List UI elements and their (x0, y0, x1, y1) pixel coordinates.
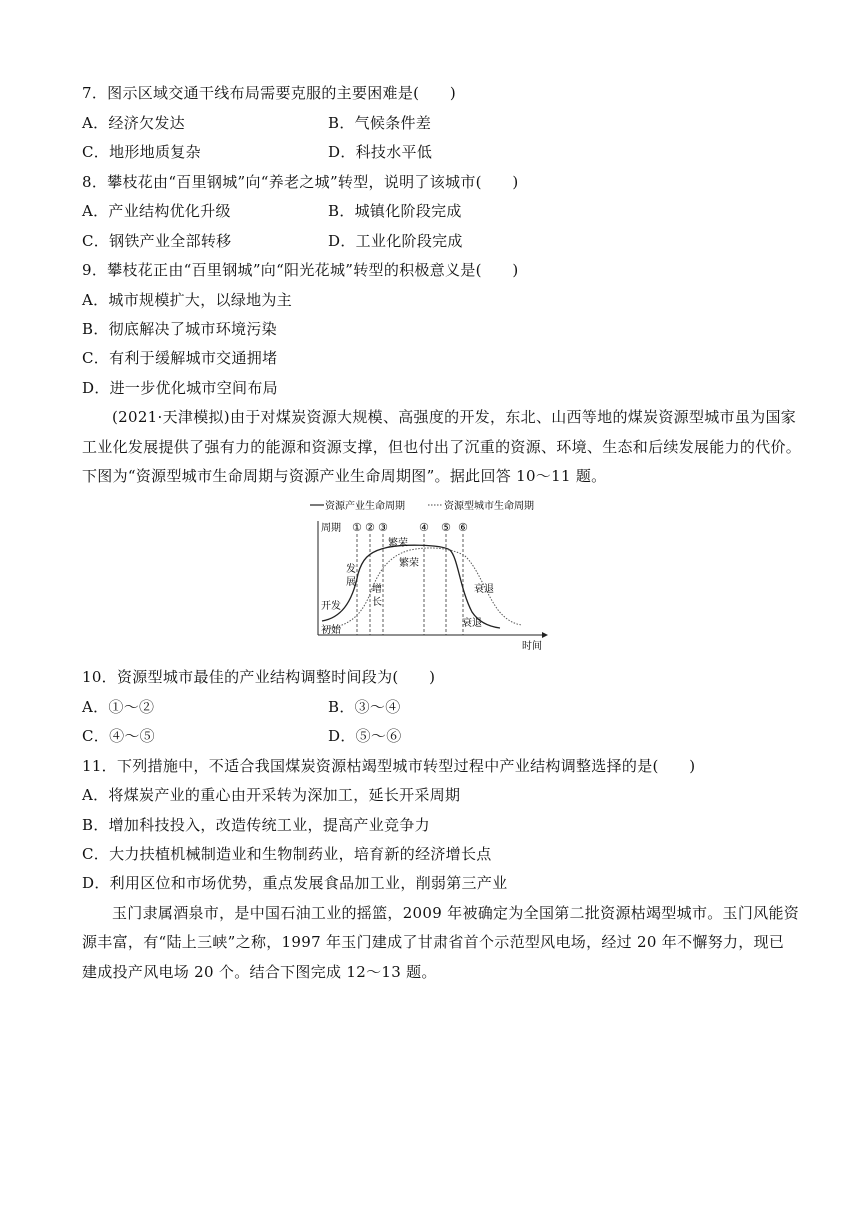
q8-option-b: B．城镇化阶段完成 (328, 202, 462, 220)
q11-option-d: D．利用区位和市场优势，重点发展食品加工业，削弱第三产业 (82, 874, 508, 892)
q7-option-c: C．地形地质复杂 (82, 143, 201, 161)
q11-option-c: C．大力扶植机械制造业和生物制药业，培育新的经济增长点 (82, 845, 492, 863)
q8-option-d: D．工业化阶段完成 (328, 232, 463, 250)
q10-option-d: D．⑤～⑥ (328, 727, 402, 745)
q9-option-c: C．有利于缓解城市交通拥堵 (82, 349, 278, 367)
passage2-line3: 建成投产风电场 20 个。结合下图完成 12～13 题。 (82, 963, 437, 981)
stage-label-kaifa: 开发 (321, 601, 341, 612)
x-axis-arrow (542, 632, 548, 638)
stage-label-fanrong-industry: 繁荣 (388, 538, 408, 549)
stage-label-shuaitui-city: 衰退 (474, 584, 494, 595)
stage-label-zhan: 展 (346, 577, 356, 588)
q9-option-b: B．彻底解决了城市环境污染 (82, 320, 277, 338)
q10-stem: 10．资源型城市最佳的产业结构调整时间段为( ) (82, 668, 436, 686)
stage-label-shuaitui-industry: 衰退 (462, 618, 482, 629)
q10-option-a: A．①～② (82, 698, 155, 716)
passage2-line1: 玉门隶属酒泉市，是中国石油工业的摇篮，2009 年被确定为全国第二批资源枯竭型城市。玉门风能资 (112, 904, 800, 922)
passage1-line1: (2021·天津模拟)由于对煤炭资源大规模、高强度的开发，东北、山西等地的煤炭资源型城市虽为国家 (112, 408, 797, 426)
passage1-line3: 下图为“资源型城市生命周期与资源产业生命周期图”。据此回答 10～11 题。 (82, 467, 607, 485)
q7-stem: 7．图示区域交通干线布局需要克服的主要困难是( ) (82, 84, 457, 102)
q11-option-b: B．增加科技投入，改造传统工业，提高产业竞争力 (82, 816, 430, 834)
q10-option-c: C．④～⑤ (82, 727, 155, 745)
q8-option-a: A．产业结构优化升级 (82, 202, 231, 220)
q7-option-a: A．经济欠发达 (82, 114, 185, 132)
q10-option-b: B．③～④ (328, 698, 401, 716)
passage1-line2: 工业化发展提供了强有力的能源和资源支撑，但也付出了沉重的资源、环境、生态和后续发展能力的代价。 (82, 438, 802, 456)
life-cycle-figure (300, 494, 560, 656)
q7-option-d: D．科技水平低 (328, 143, 433, 161)
stage-label-fa: 发 (346, 564, 356, 575)
stage-label-zeng: 增 (372, 584, 382, 595)
y-axis-label: 周期 (321, 523, 341, 534)
q11-option-a: A．将煤炭产业的重心由开采转为深加工，延长开采周期 (82, 786, 461, 804)
marker-2: ② (365, 521, 375, 534)
q9-stem: 9．攀枝花正由“百里钢城”向“阳光花城”转型的积极意义是( ) (82, 261, 519, 279)
marker-3: ③ (378, 521, 388, 534)
q11-stem: 11．下列措施中，不适合我国煤炭资源枯竭型城市转型过程中产业结构调整选择的是( ) (82, 757, 696, 775)
marker-4: ④ (419, 521, 429, 534)
q8-stem: 8．攀枝花由“百里钢城”向“养老之城”转型，说明了该城市( ) (82, 173, 519, 191)
stage-label-fanrong-city: 繁荣 (399, 558, 419, 569)
stage-label-chushi: 初始 (321, 625, 341, 636)
q8-option-c: C．钢铁产业全部转移 (82, 232, 232, 250)
marker-6: ⑥ (458, 521, 468, 534)
q9-option-a: A．城市规模扩大，以绿地为主 (82, 291, 293, 309)
marker-5: ⑤ (441, 521, 451, 534)
q9-option-d: D．进一步优化城市空间布局 (82, 379, 278, 397)
legend-dotted-label: 资源型城市生命周期 (444, 501, 534, 512)
passage2-line2: 源丰富，有“陆上三峡”之称，1997 年玉门建成了甘肃省首个示范型风电场，经过 20 年不懈努力，现已 (82, 933, 785, 951)
q7-option-b: B．气候条件差 (328, 114, 432, 132)
stage-label-zhang: 长 (372, 597, 382, 608)
marker-1: ① (352, 521, 362, 534)
legend-solid-label: 资源产业生命周期 (325, 501, 405, 512)
x-axis-label: 时间 (522, 641, 542, 652)
